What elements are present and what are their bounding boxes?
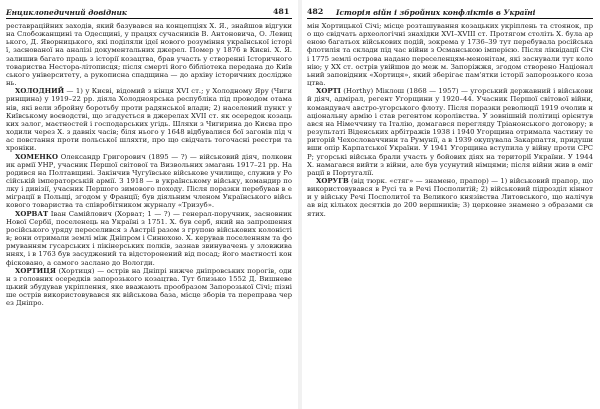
entry-paragraph: реставраційних заходів, який базувався на концепціях Х. Я., знайшов відгуки на Слобожанщині та Одесщині, у працях сучасників В. Антоновича, О. Левицького, Д. Яворницького, які поділяли ідеї нового розуміння української історії, заснованої на аналізі документальних джерел. Помер у 1876 в Києві. Х. Я. залишив багато праць з історії козацтва, брав участь у створенні Історичного товариства Нестора-літописця; після смерті його бібліотека передана до Київського університету, а рукописна спадщина — до архіву історичних досліджень. bbox=[6, 22, 292, 88]
entry-paragraph: ХОРВАТ Іван Самійлович (Хорват; 1 — ?) — генерал-поручник, засновник Нової Сербії, поселенець на Україні з 1751. Х. був серб, який на запрошення російського уряду переселився з Австрії разом з групою військових колоністів; вони отримали землі між Дніпром і Синюхою. Х. керував поселенням та формуванням гусарських і пікінерських полків, зазнав звинувачень у зловживаннях, і в 1763 був засуджений та відсторонений від посад; його маєтності конфісковано, а самого заслано до Вологди. bbox=[6, 209, 292, 267]
left-page bbox=[0, 0, 298, 409]
entry-paragraph: ХОРТІ (Horthy) Міклош (1868 — 1957) — угорський державний і військовий діяч, адмірал, регент Угорщини у 1920–44. Учасник Першої світової війни, командувач австро-угорського флоту. Після поразки революції 1919 очолив національну армію і став регентом королівства. У зовнішній політиці орієнтувався на Німеччину та Італію, домагався перегляду Тріанонського договору; в результаті Віденських арбітражів 1938 і 1940 Угорщина отримала частину територій Чехословаччини та Румунії, а в 1939 окупувала Закарпаття, придушивши опір Карпатської України. У 1941 Угорщина вступила у війну проти СРСР; угорські війська брали участь у бойових діях на території України. У 1944 Х. намагався вийти з війни, але був усунутий німцями; після війни жив в еміграції в Португалії. bbox=[307, 87, 593, 177]
right-page-header bbox=[302, 0, 600, 22]
entry-paragraph: ХОРУГВ (від тюрк. «стяг» — знамено, прапор) — 1) військовий прапор, що використовувався в Русі та в Речі Посполитій; 2) військовий підрозділ кінноти у війську Речі Посполитої та Великого князівства Литовського, що налічував від кількох десятків до 200 вершників; 3) церковне знамено з образами святих. bbox=[307, 176, 593, 218]
left-text-column bbox=[6, 22, 292, 307]
left-page-header bbox=[0, 0, 298, 22]
right-text-column bbox=[307, 22, 593, 218]
entry-headword: ХОРВАТ bbox=[15, 209, 49, 218]
left-page-number: 481 bbox=[273, 7, 290, 16]
entry-headword: ХОЛОДНИЙ bbox=[15, 87, 65, 96]
left-header-rule bbox=[6, 18, 292, 19]
entry-paragraph: ХОМЕНКО Олександр Григорович (1895 — ?) — військовий діяч, полковник армії УНР, учасник Першої світової та Визвольних змагань 1917–21 рр. Народився на Полтавщині. Закінчив Чугуївське військове училище, служив у Російській імператорській армії. З 1918 — в українському війську, командир полку і дивізії, учасник Першого зимового походу. Після поразки перебував в еміграції в Польщі, згодом у Франції; був діяльним членом Українського військового товариства та співробітником журналу «Тризуб». bbox=[6, 152, 292, 210]
entry-headword: ХОРТИЦЯ bbox=[15, 266, 56, 275]
entry-headword: ХОМЕНКО bbox=[15, 152, 59, 161]
left-running-head: Енциклопедичний довідник bbox=[6, 8, 127, 17]
right-header-rule bbox=[307, 18, 593, 19]
entry-paragraph: ХОЛОДНИЙ — 1) у Києві, відомий з кінця XVI ст.; у Холодному Яру (Чигиринщина) у 1919–22 рр. діяла Холодноярська республіка під проводом отаманів, які вели збройну боротьбу проти радянської влади; 2) населений пункт у Київському воєводстві, що згадується в джерелах XVII ст. як осередок козацьких залог, маєтностей і господарських угідь. Шляхи з Чигирина до Києва проходили через Х. з давніх часів; біля нього у 1648 відбувалися бої загонів під час повстання проти польської шляхти, про що свідчать тогочасні реєстри та хроніки. bbox=[6, 87, 292, 153]
entry-paragraph: мін Хортицької Січі; місце розташування козацьких укріплень та стоянок, про що свідчать археологічні знахідки XVI–XVIII ст. Протягом століть Х. була ареною багатьох військових подій, зокрема у 1736–39 тут перебувала російська флотилія та склади під час війни з Османською імперією. Після ліквідації Січі 1775 землі острова надано переселенцям-менонітам, які заснували тут колонію; у XX ст. острів увійшов до меж м. Запоріжжя, згодом створено Національний заповідник «Хортиця», який зберігає пам'ятки історії запорозького козацтва. bbox=[307, 22, 593, 88]
right-page-number: 482 bbox=[307, 7, 324, 16]
entry-paragraph: ХОРТИЦЯ (Хортиця) — острів на Дніпрі нижче дніпровських порогів, один з головних осередків запорозького козацтва. Тут близько 1552 Д. Вишневецький збудував укріплення, яке вважають прообразом Запорозької Січі; пізніше острів використовувався як військова база, місце зборів та переправа через Дніпро. bbox=[6, 266, 292, 308]
right-running-head: Історія війн і збройних конфліктів в Україні bbox=[336, 8, 536, 17]
entry-headword: ХОРУГВ bbox=[316, 176, 349, 185]
right-page bbox=[302, 0, 600, 409]
entry-headword: ХОРТІ bbox=[316, 87, 341, 96]
